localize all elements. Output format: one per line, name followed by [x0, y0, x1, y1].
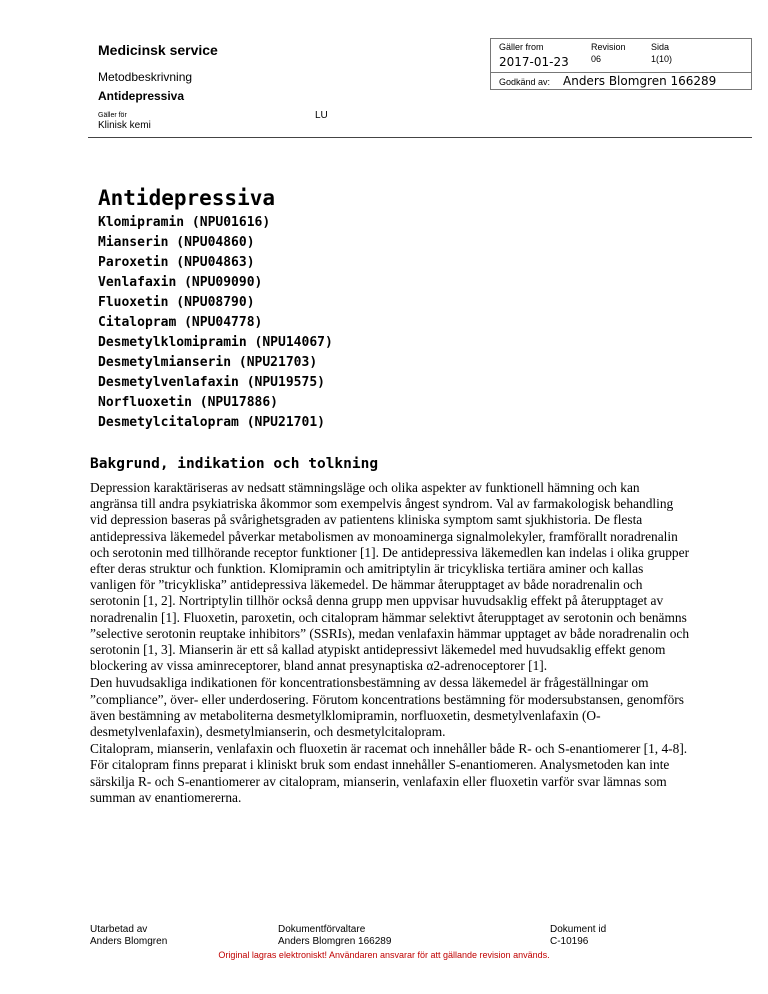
footer-prepared-by: [90, 924, 167, 948]
organization-name: Medicinsk service: [98, 42, 218, 58]
page-value: 1(10): [651, 54, 673, 64]
footer-document-id: [550, 924, 606, 948]
document-id-value: C-10196: [550, 936, 589, 947]
analyte-item: Citalopram (NPU04778): [98, 315, 263, 330]
analyte-item: Mianserin (NPU04860): [98, 235, 255, 250]
analyte-item: Desmetylvenlafaxin (NPU19575): [98, 375, 325, 390]
document-id-label: Dokument id: [550, 924, 607, 935]
document-owner-label: Dokumentförvaltare: [278, 924, 366, 935]
site-code: LU: [315, 110, 328, 121]
info-box-divider: [491, 72, 751, 73]
analyte-item: Fluoxetin (NPU08790): [98, 295, 255, 310]
document-title: Antidepressiva: [98, 186, 276, 210]
section-body: [90, 480, 690, 807]
analyte-item: Paroxetin (NPU04863): [98, 255, 255, 270]
document-subject: Antidepressiva: [98, 89, 185, 103]
page-label: Sida: [651, 42, 670, 52]
valid-from-value: 2017-01-23: [499, 55, 569, 69]
body-paragraph: Den huvudsakliga indikationen för koncentrationsbestämning av dessa läkemedel är frågeställningar om ”compliance”, över- eller underdosering. Förutom koncentrations bestämning för modersubstansen, genomförs även bestämning av metaboliterna desmetylklomipramin, norfluoxetin, desmetylvenlafaxin (O-desmetylvenlafaxin), desmetylmianserin, och desmetylcitalopram.: [90, 675, 684, 740]
applies-to-value: Klinisk kemi: [98, 120, 151, 131]
document-owner-value: Anders Blomgren 166289: [278, 936, 392, 947]
approved-by-value: Anders Blomgren 166289: [563, 74, 717, 88]
analyte-item: Desmetylmianserin (NPU21703): [98, 355, 318, 370]
revision-label: Revision: [591, 42, 626, 52]
prepared-by-label: Utarbetad av: [90, 924, 148, 935]
analyte-list: [98, 213, 333, 433]
applies-to-label: Gäller för: [98, 112, 127, 119]
document-info-box: [490, 38, 752, 90]
body-paragraph: Citalopram, mianserin, venlafaxin och fluoxetin är racemat och innehåller både R- och S-enantiomerer [1, 4-8]. För citalopram finns preparat i kliniskt bruk som endast innehåller S-enantiomeren. Analysmetoden kan inte särskilja R- och S-enantiomerer av citalopram, mianserin, venlafaxin eller fluoxetin varför svar lämnas som summan av enantiomererna.: [90, 741, 688, 805]
analyte-item: Desmetylklomipramin (NPU14067): [98, 335, 333, 350]
analyte-item: Norfluoxetin (NPU17886): [98, 395, 279, 410]
analyte-item: Klomipramin (NPU01616): [98, 215, 271, 230]
footer-document-owner: [278, 924, 391, 948]
document-type: Metodbeskrivning: [98, 70, 193, 84]
body-paragraph: Depression karaktäriseras av nedsatt stämningsläge och olika aspekter av funktionell hämning och kan angränsa till andra psykiatriska åkommor som exempelvis ångest syndrom. Val av farmakologisk behandling vid depression baseras på svårighetsgraden av patientens kliniska symptom samt sjukhistoria. De flesta antidepressiva läkemedel påverkar metabolismen av monoaminerga signalmolekyler, framförallt noradrenalin och serotonin med tillhörande receptor funktioner [1]. De antidepressiva läkemedlen kan indelas i olika grupper efter deras struktur och funktion. Klomipramin och amitriptylin är tricykliska tertiära aminer och kallas vanligen för ”tricykliska” antidepressiva läkemedel. De hämmar återupptaget av både noradrenalin och serotonin [1, 2]. Nortriptylin tillhör också denna grupp men uppvisar huvudsaklig effekt på återupptaget av noradrenalin [1]. Fluoxetin, paroxetin, och citalopram hämmar selektivt återupptaget av serotonin och benämns ”selective serotonin reuptake inhibitors” (SSRIs), medan venlafaxin hämmar upptaget av både noradrenalin och serotonin [1, 3]. Mianserin är ett så kallad atypiskt antidepressivt läkemedel med huvudsaklig effekt genom blockering av vissa aminreceptorer, bland annat presynaptiska α2-adrenoceptorer [1].: [90, 480, 690, 674]
revision-value: 06: [591, 54, 602, 64]
section-heading: Bakgrund, indikation och tolkning: [90, 456, 379, 472]
valid-from-label: Gäller from: [499, 42, 544, 52]
prepared-by-value: Anders Blomgren: [90, 936, 168, 947]
approved-by-label: Godkänd av:: [499, 77, 551, 87]
analyte-item: Desmetylcitalopram (NPU21701): [98, 415, 325, 430]
header-divider: [88, 137, 752, 138]
storage-notice: Original lagras elektroniskt! Användaren ansvarar för att gällande revision används.: [218, 950, 550, 960]
analyte-item: Venlafaxin (NPU09090): [98, 275, 263, 290]
